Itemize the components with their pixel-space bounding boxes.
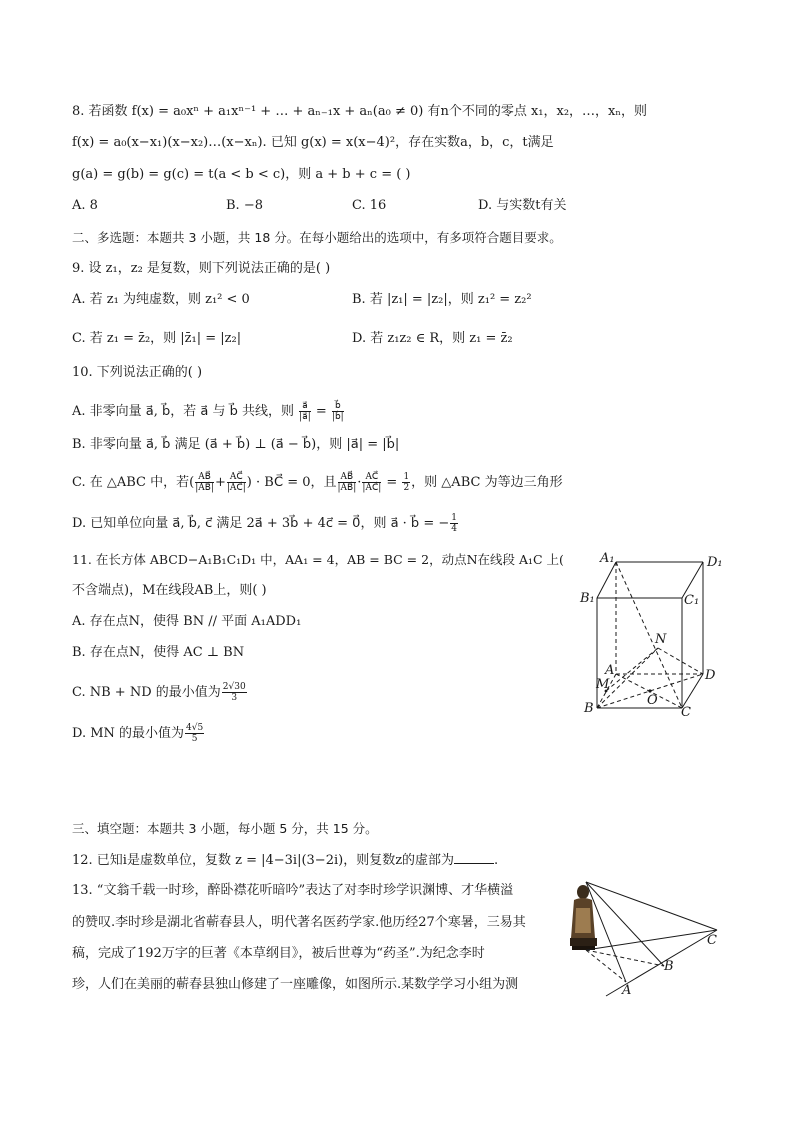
label-b1: B₁ (580, 591, 595, 606)
q13-statue-figure (562, 878, 732, 1000)
label-o: O (647, 693, 658, 708)
q8-line1: 8. 若函数 f(x) = a₀xⁿ + a₁xⁿ⁻¹ + … + aₙ₋₁x + aₙ(a₀ ≠ 0) 有n个不同的零点 x₁，x₂，…，xₙ，则 (72, 104, 648, 119)
q8-option-c: C. 16 (352, 198, 387, 213)
label-d: D (705, 668, 716, 683)
q11-option-b: B. 存在点N，使得 AC ⊥ BN (72, 645, 245, 660)
q8-option-d: D. 与实数t有关 (478, 198, 567, 213)
q11-option-d: D. MN 的最小值为 $\frac{4√5}{5}$ (72, 723, 204, 744)
q13-line4: 珍，人们在美丽的蕲春县独山修建了一座雕像，如图所示.某数学学习小组为测 (72, 977, 519, 992)
q8-line2: f(x) = a₀(x−x₁)(x−x₂)…(x−xₙ). 已知 g(x) = x(x−4)²，存在实数a，b，c，t满足 (72, 135, 554, 150)
q11-option-a: A. 存在点N，使得 BN // 平面 A₁ADD₁ (72, 614, 302, 629)
label-b: B (664, 959, 674, 974)
statue-icon (570, 885, 597, 950)
q10-option-b: B. 非零向量 a⃗, b⃗ 满足 (a⃗ + b⃗) ⊥ (a⃗ − b⃗)，则 |a⃗| = |b⃗| (72, 437, 400, 452)
q9-stem: 9. 设 z₁，z₂ 是复数，则下列说法正确的是( ) (72, 261, 331, 276)
q12-answer-blank (454, 851, 494, 864)
q8-option-b: B. −8 (226, 198, 263, 213)
q11-option-c: C. NB + ND 的最小值为 $\frac{2√30}{3}$ (72, 682, 246, 703)
q11-prism-figure (578, 548, 728, 720)
q12-stem: 12. 已知i是虚数单位，复数 z = |4−3i|(3−2i)，则复数z的虚部为 . (72, 853, 499, 868)
label-n: N (655, 632, 667, 647)
q9-option-b: B. 若 |z₁| = |z₂|，则 z₁² = z₂² (352, 292, 532, 307)
label-c1: C₁ (684, 593, 700, 608)
label-c: C (707, 933, 717, 948)
label-a1: A₁ (600, 551, 615, 566)
label-a: A (605, 663, 615, 678)
label-a: A (622, 983, 632, 998)
q10-option-d: D. 已知单位向量 a⃗, b⃗, c⃗ 满足 2a⃗ + 3b⃗ + 4c⃗ = 0⃗，则 a⃗ · b⃗ = − $\frac{1}{4}$ (72, 513, 457, 534)
q13-line2: 的赞叹.李时珍是湖北省蕲春县人，明代著名医药学家.他历经27个寒暑，三易其 (72, 915, 526, 930)
label-d1: D₁ (707, 555, 723, 570)
q10-option-c: C. 在 △ABC 中，若( $\frac{AB⃗}{|AB⃗|}$ + $\frac{AC⃗}{|AC⃗|}$ ) · BC⃗ = 0，且 $\frac{AB⃗}{|AB⃗|}$ · $\frac{AC⃗}{|AC⃗|}$ = $\frac{1}{2}$ ，则 △ABC 为等边三角形 (72, 472, 563, 493)
q11-line1: 11. 在长方体 ABCD−A₁B₁C₁D₁ 中，AA₁ = 4，AB = BC = 2，动点N在线段 A₁C 上( (72, 552, 564, 567)
q13-line1: 13. “文翁千载一时珍，醉卧襟花听暗吟”表达了对李时珍学识渊博、才华横溢 (72, 883, 514, 898)
q8-line3: g(a) = g(b) = g(c) = t(a < b < c)，则 a + b + c = ( ) (72, 167, 411, 182)
q10-stem: 10. 下列说法正确的( ) (72, 365, 203, 380)
q9-option-c: C. 若 z₁ = z̄₂，则 |z̄₁| = |z₂| (72, 331, 242, 346)
q8-option-a: A. 8 (72, 198, 98, 213)
q9-option-a: A. 若 z₁ 为纯虚数，则 z₁² < 0 (72, 292, 250, 307)
q10-option-a: A. 非零向量 a⃗, b⃗，若 a⃗ 与 b⃗ 共线，则 $\frac{a⃗}{|a⃗|}$ = $\frac{b⃗}{|b⃗|}$ (72, 401, 344, 422)
section-2-heading: 二、多选题：本题共 3 小题，共 18 分。在每小题给出的选项中，有多项符合题目要求。 (72, 230, 562, 245)
label-c: C (681, 705, 691, 720)
label-b: B (584, 701, 594, 716)
q11-line2: 不含端点)，M在线段AB上，则( ) (72, 583, 267, 598)
section-3-heading: 三、填空题：本题共 3 小题，每小题 5 分，共 15 分。 (72, 821, 378, 836)
label-m: M (596, 677, 610, 692)
q9-option-d: D. 若 z₁z₂ ∈ R，则 z₁ = z̄₂ (352, 331, 513, 346)
q13-line3: 稿，完成了192万字的巨著《本草纲目》，被后世尊为“药圣”.为纪念李时 (72, 946, 485, 961)
